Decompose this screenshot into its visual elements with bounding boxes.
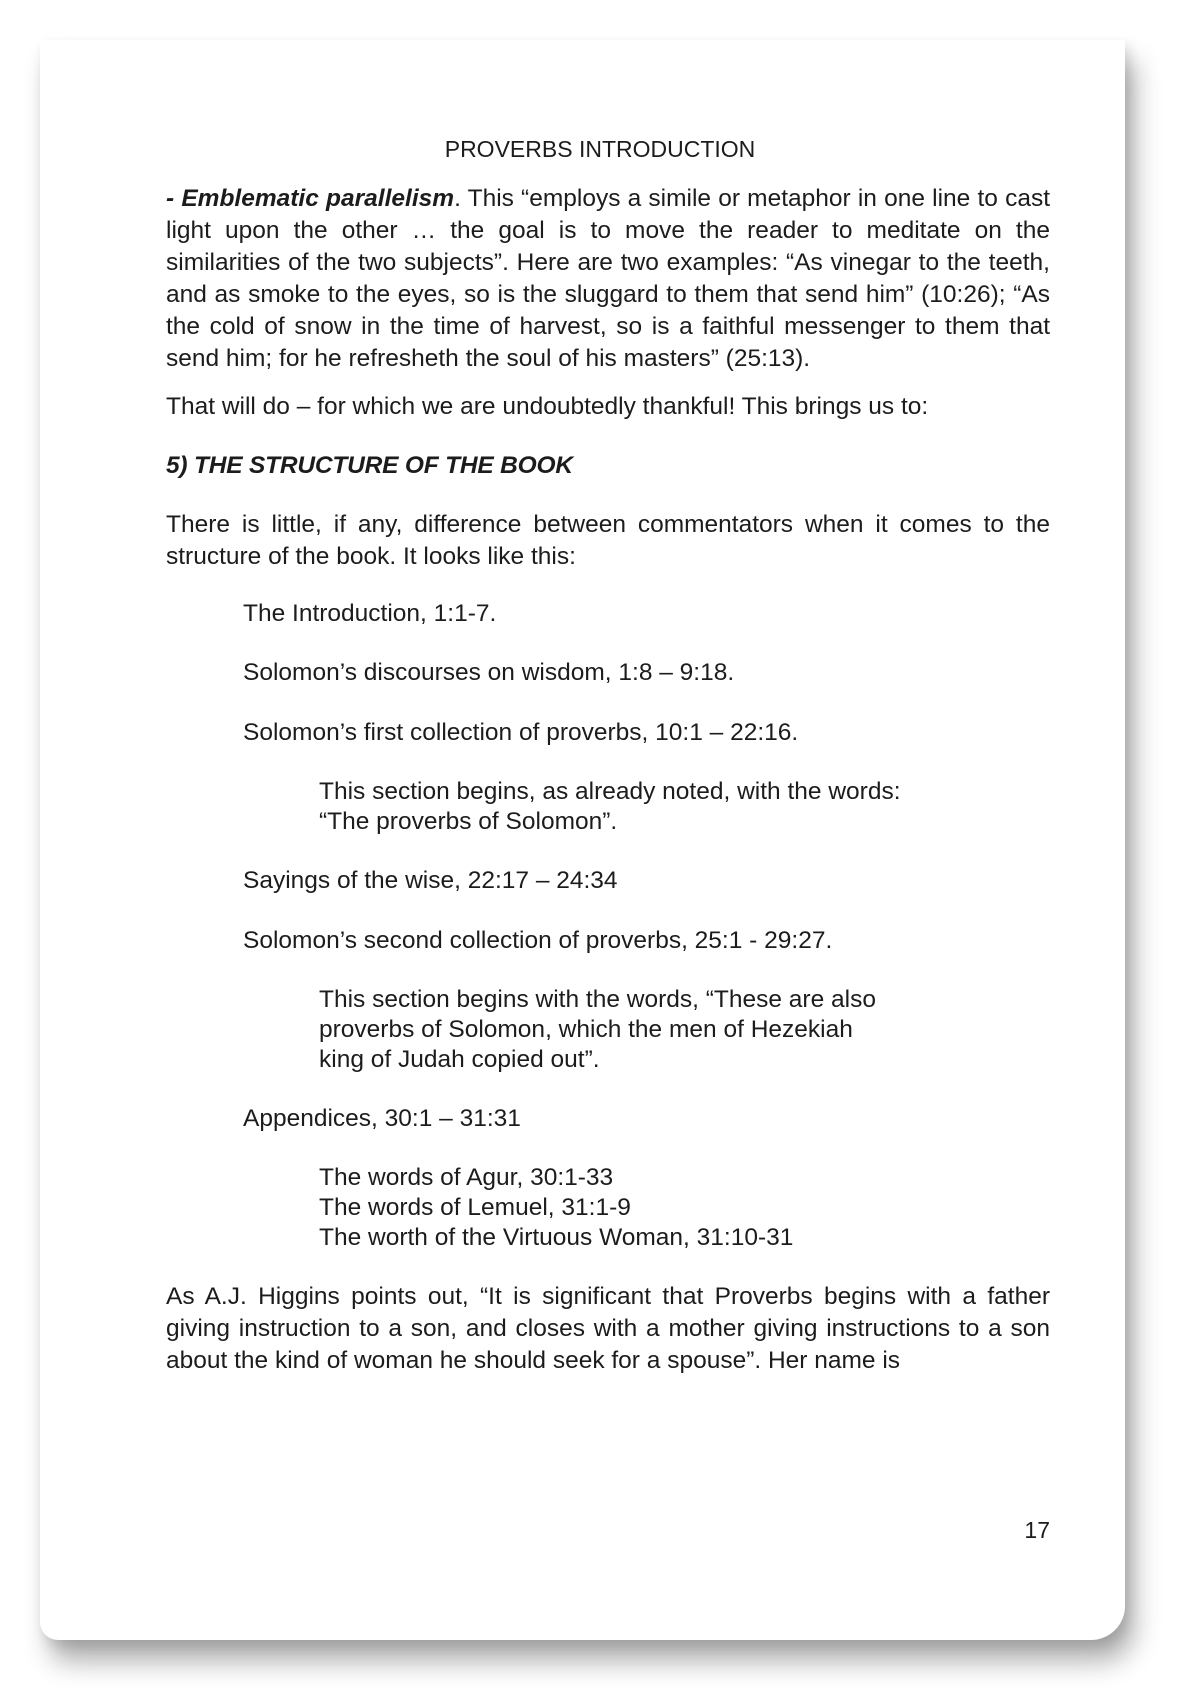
running-title: PROVERBS INTRODUCTION: [444, 136, 756, 162]
outline-note-first-collection-2: “The proverbs of Solomon”.: [319, 808, 618, 835]
outline-item-first-collection: Solomon’s first collection of proverbs, 10:1 – 22:16.: [243, 719, 799, 746]
outline-note-first-collection-1: This section begins, as already noted, with the words:: [319, 778, 901, 805]
paragraph-transition: That will do – for which we are undoubtedly thankful! This brings us to:: [166, 393, 929, 420]
outline-item-introduction: The Introduction, 1:1-7.: [243, 600, 497, 627]
section-heading: 5) THE STRUCTURE OF THE BOOK: [166, 452, 573, 479]
emblematic-text: . This “employs a simile or metaphor in one line to cast light upon the other … the goal is to move the reader to meditate on the similarities of the two subjects”. Here are two examples: “As vinegar to the teeth, and as smoke to the eyes, so is the sluggard to them that send him” (10:26); “As the cold of snow in the time of harvest, so is a faithful messenger to them that send him; for he refresheth the soul of his masters” (25:13).: [166, 185, 1050, 372]
emblematic-lead: - Emblematic parallelism: [166, 185, 455, 212]
outline-item-sayings: Sayings of the wise, 22:17 – 24:34: [243, 867, 618, 894]
outline-note-second-collection-1: This section begins with the words, “These are also: [319, 986, 876, 1013]
outline-note-second-collection-3: king of Judah copied out”.: [319, 1046, 600, 1073]
paragraph-emblematic: [166, 183, 1050, 375]
outline-item-discourses: Solomon’s discourses on wisdom, 1:8 – 9:18.: [243, 659, 735, 686]
page-number: 17: [1024, 1517, 1050, 1543]
outline-sub-agur: The words of Agur, 30:1-33: [319, 1164, 614, 1191]
paragraph-higgins: As A.J. Higgins points out, “It is significant that Proverbs begins with a father giving instruction to a son, and closes with a mother giving instructions to a son about the kind of woman he should seek for a spouse”. Her name is: [166, 1283, 1050, 1374]
paragraph-structure-intro: There is little, if any, difference between commentators when it comes to the structure of the book. It looks like this:: [166, 511, 1050, 570]
outline-note-second-collection-2: proverbs of Solomon, which the men of Hezekiah: [319, 1016, 853, 1043]
outline-item-appendices: Appendices, 30:1 – 31:31: [243, 1105, 521, 1132]
outline-item-second-collection: Solomon’s second collection of proverbs, 25:1 - 29:27.: [243, 927, 833, 954]
outline-sub-lemuel: The words of Lemuel, 31:1-9: [319, 1194, 631, 1221]
outline-sub-virtuous-woman: The worth of the Virtuous Woman, 31:10-31: [319, 1224, 794, 1251]
